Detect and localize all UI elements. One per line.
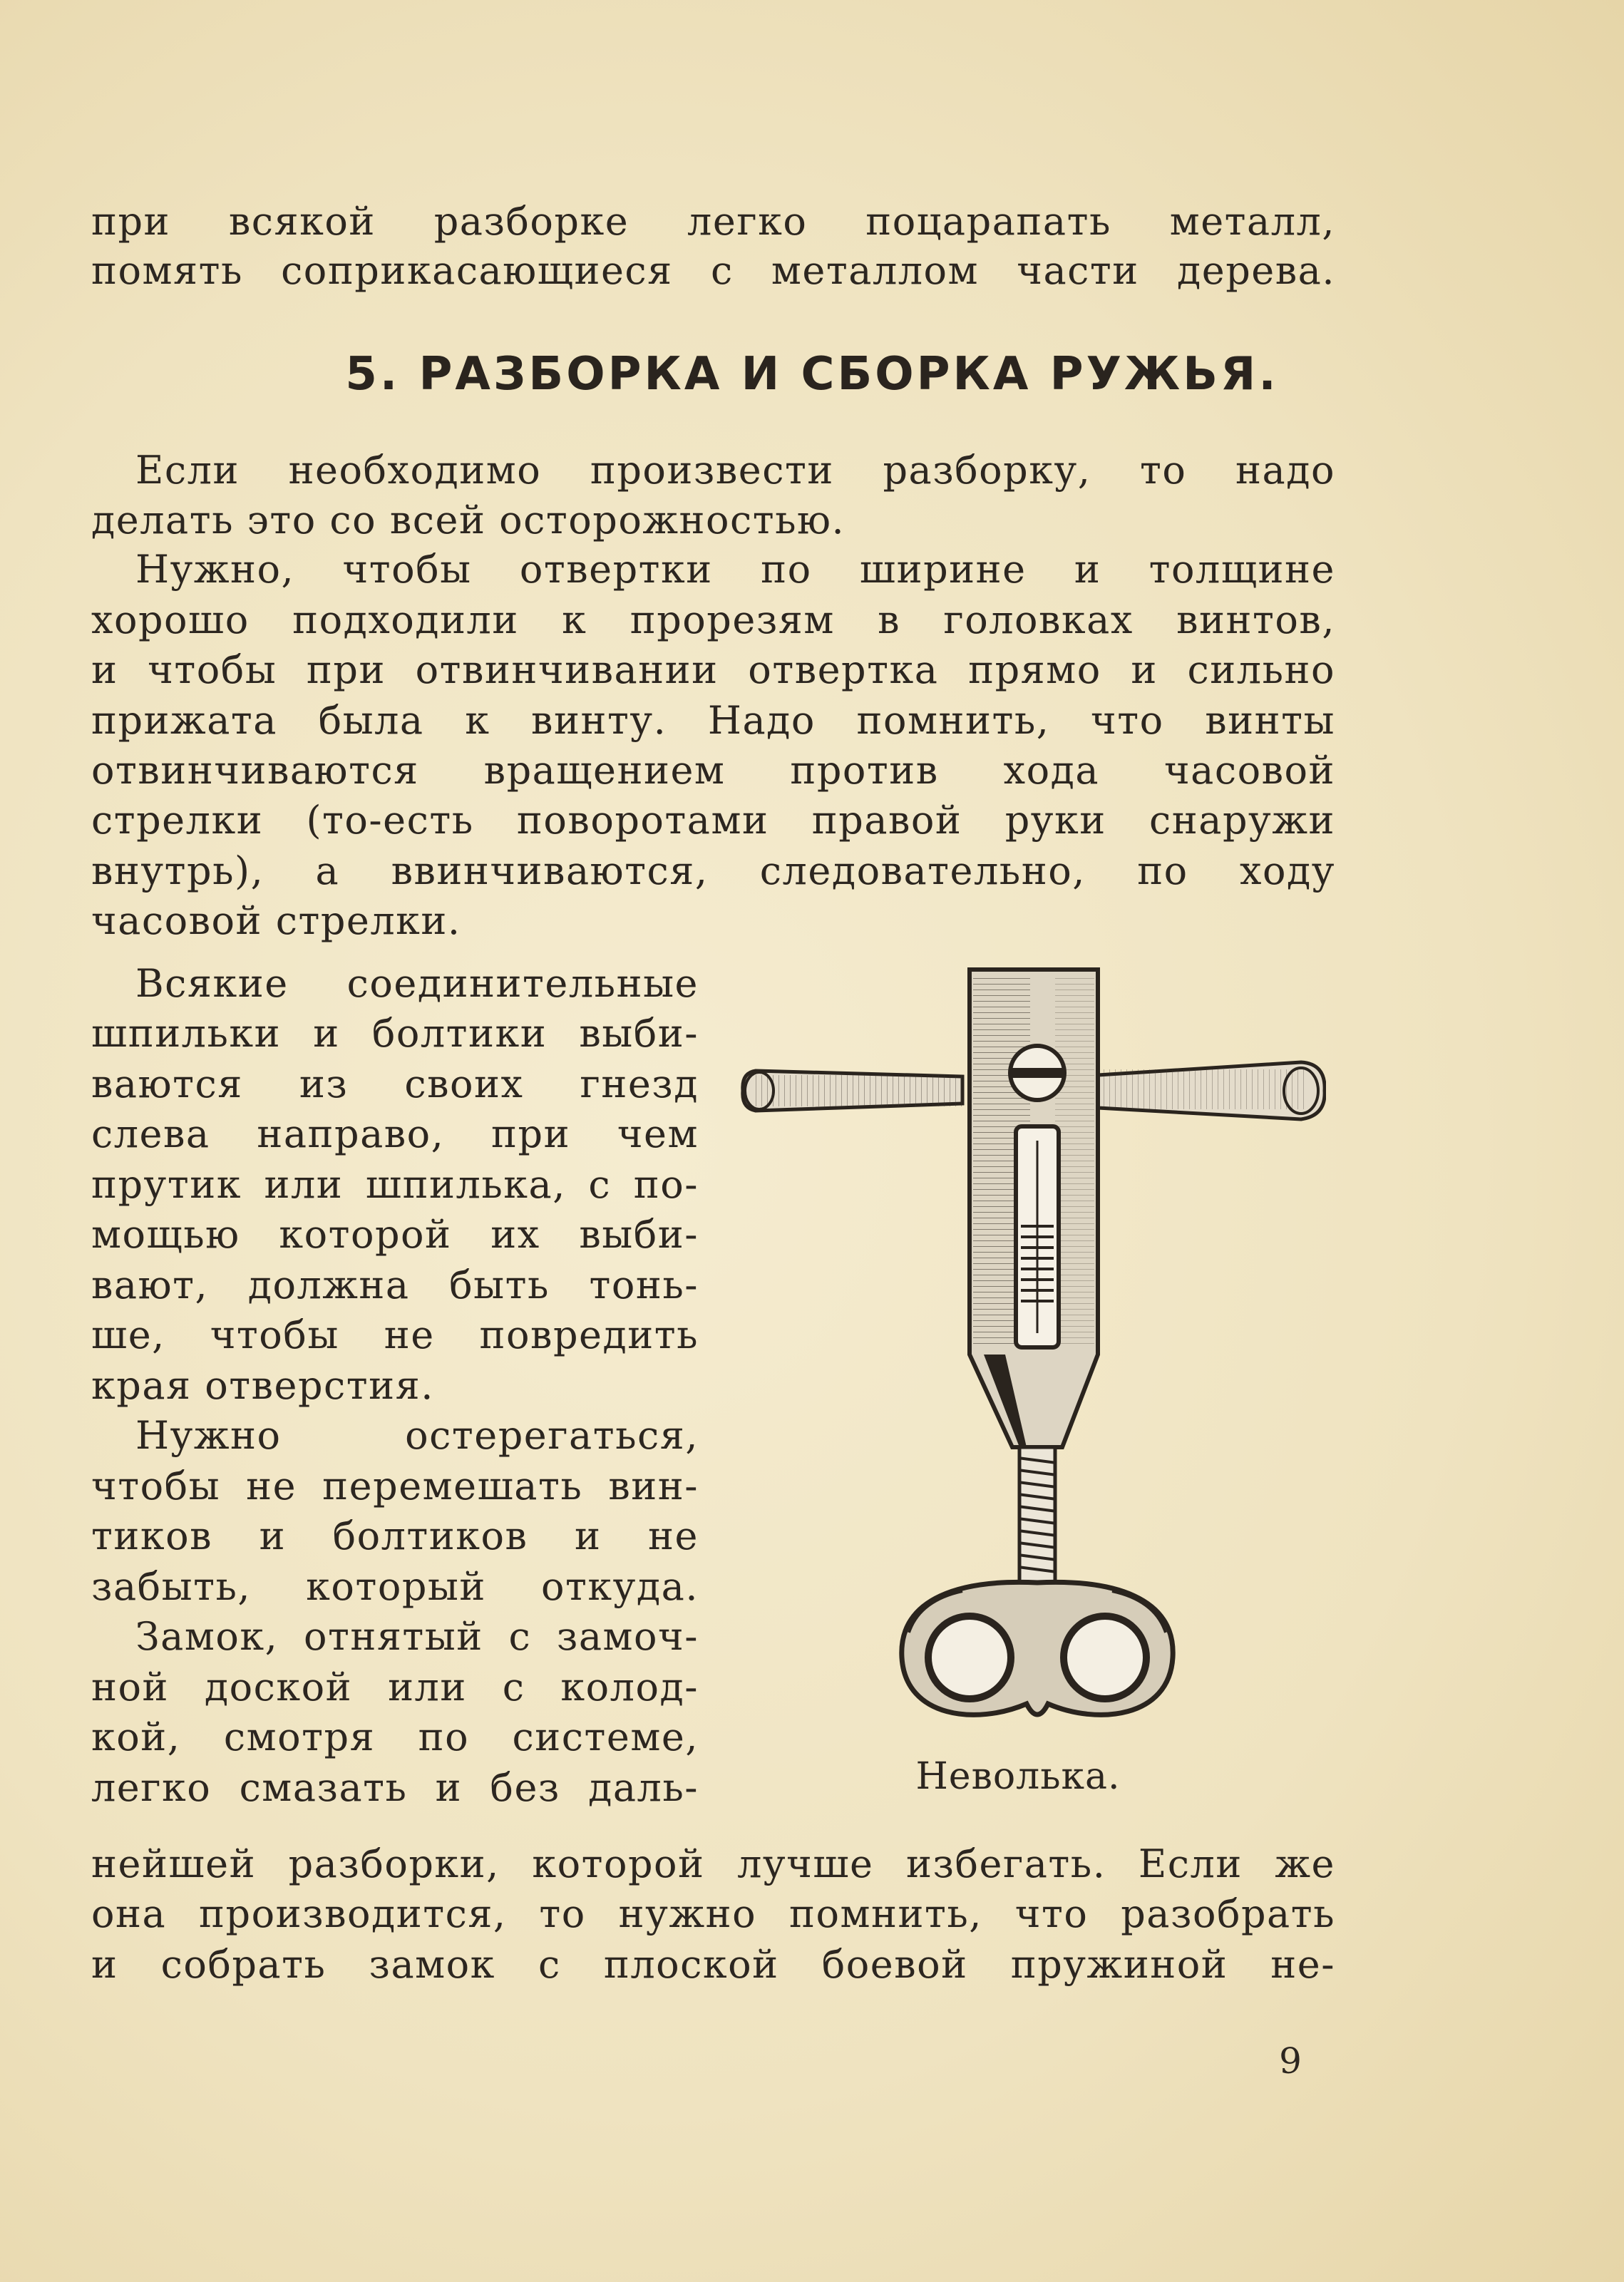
column-line: ваются из своих гнезд — [91, 1062, 699, 1106]
text-line: хорошо подходили к прорезям в головках винтов, — [91, 597, 1335, 642]
text-line: стрелки (то-есть поворотами правой руки снаружи — [91, 798, 1335, 843]
text-line: и чтобы при отвинчивании отвертка прямо и сильно — [91, 647, 1335, 692]
text-line: при всякой разборке легко поцарапать металл, — [91, 199, 1335, 244]
text-line: прижата была к винту. Надо помнить, что винты — [91, 698, 1335, 743]
text-line: нейшей разборки, которой лучше избегать. Если же — [91, 1841, 1335, 1886]
text-line: отвинчиваются вращением против хода часовой — [91, 748, 1335, 793]
column-line: кой, смотря по системе, — [91, 1715, 699, 1759]
text-line: Нужно, чтобы отвертки по ширине и толщине — [135, 547, 1335, 592]
column-line: вают, должна быть тонь- — [91, 1263, 699, 1307]
column-line: легко смазать и без даль- — [91, 1765, 699, 1810]
text-line: внутрь), а ввинчиваются, следовательно, по ходу — [91, 848, 1335, 893]
section-heading: 5. РАЗБОРКА И СБОРКА РУЖЬЯ. — [345, 348, 1279, 401]
column-line: тиков и болтиков и не — [91, 1513, 699, 1558]
text-line: и собрать замок с плоской боевой пружиной не- — [91, 1942, 1335, 1987]
mainspring-vise-illustration — [727, 955, 1326, 1754]
column-line: ше, чтобы не повредить — [91, 1312, 699, 1357]
text-line: помять соприкасающиеся с металлом части дерева. — [91, 248, 1335, 293]
column-line: Замок, отнятый с замоч- — [135, 1614, 699, 1659]
page-number: 9 — [1279, 2040, 1302, 2082]
text-line: делать это со всей осторожностью. — [91, 498, 846, 543]
column-line: Всякие соединительные — [135, 961, 699, 1006]
column-line: чтобы не перемешать вин- — [91, 1464, 699, 1509]
column-line: забыть, который откуда. — [91, 1564, 699, 1609]
text-line: Если необходимо произвести разборку, то надо — [135, 448, 1335, 493]
column-line: прутик или шпилька, с по- — [91, 1162, 699, 1207]
text-line: часовой стрелки. — [91, 898, 461, 943]
column-line: края отверстия. — [91, 1363, 434, 1408]
column-line: мощью которой их выби- — [91, 1212, 699, 1257]
column-line: ной доской или с колод- — [91, 1665, 699, 1710]
figure-caption: Неволька. — [915, 1755, 1121, 1798]
column-line: шпильки и болтики выби- — [91, 1011, 699, 1056]
column-line: Нужно остерегаться, — [135, 1413, 699, 1458]
text-line: она производится, то нужно помнить, что разобрать — [91, 1891, 1335, 1936]
column-line: слева направо, при чем — [91, 1111, 699, 1156]
